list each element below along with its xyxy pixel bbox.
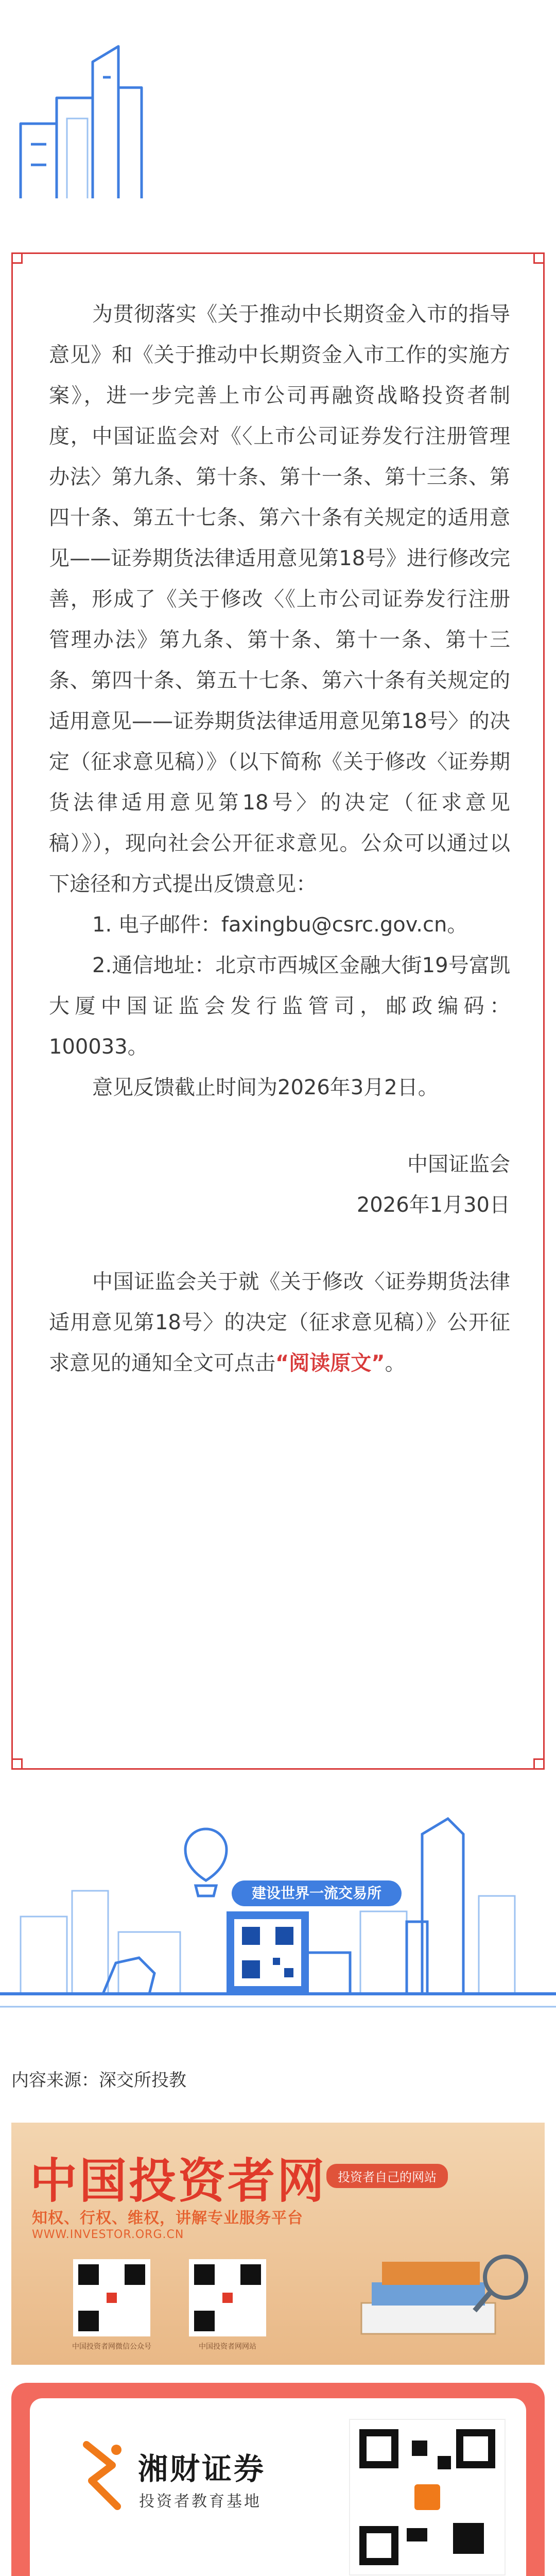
xiangcai-inner-panel	[30, 2398, 526, 2576]
notice-body	[49, 285, 510, 1384]
investor-wechat-qr-caption: 中国投资者网微信公众号	[72, 2343, 151, 2351]
card-corner	[533, 1758, 545, 1770]
investor-site-qr	[189, 2259, 266, 2336]
investor-website-banner[interactable]	[11, 2123, 545, 2365]
investor-badge: 投资者自己的网站	[326, 2164, 448, 2188]
banner-text: 建设世界一流交易所	[251, 1885, 382, 1901]
notice-closing-end: 。	[385, 1351, 406, 1375]
investor-tagline: 知权、行权、维权，讲解专业服务平台	[32, 2209, 303, 2227]
header-city-illustration	[0, 0, 556, 216]
card-corner	[533, 252, 545, 264]
xiangcai-subtitle: 投资者教育基地	[139, 2493, 262, 2511]
card-corner	[11, 1758, 23, 1770]
xiangcai-name: 湘财证券	[138, 2451, 266, 2486]
books-icon	[351, 2241, 536, 2360]
notice-card	[11, 252, 545, 1770]
investor-wechat-qr	[73, 2259, 150, 2336]
notice-intro-paragraph: 为贯彻落实《关于推动中长期资金入市的指导意见》和《关于推动中长期资金入市工作的实施方案》，进一步完善上市公司再融资战略投资者制度，中国证监会对《〈上市公司证券发行注册管理办法〉第九条、第十条、第十一条、第十三条、第四十条、第五十七条、第六十条有关规定的适用意见——证券期货法律适用意见第18号》进行修改完善，形成了《关于修改〈《上市公司证券发行注册管理办法》第九条、第十条、第十一条、第十三条、第四十条、第五十七条、第六十条有关规定的适用意见——证券期货法律适用意见第18号〉的决定（征求意见稿）》（以下简称《关于修改〈证券期货法律适用意见第18号〉的决定（征求意见稿）》），现向社会公开征求意见。公众可以通过以下途径和方式提出反馈意见：	[49, 302, 510, 896]
investor-url: WWW.INVESTOR.ORG.CN	[32, 2228, 184, 2241]
notice-email-line: 1. 电子邮件：faxingbu@csrc.gov.cn。	[92, 913, 468, 937]
investor-title: 中国投资者网	[30, 2154, 327, 2209]
xiangcai-qr-code	[349, 2419, 506, 2575]
footer-city-illustration	[0, 1788, 556, 2025]
notice-address-line: 2.通信地址：北京市西城区金融大街19号富凯大厦中国证监会发行监管司，邮政编码：100033。	[49, 954, 510, 1059]
card-corner	[11, 252, 23, 264]
notice-deadline-line: 意见反馈截止时间为2026年3月2日。	[92, 1076, 439, 1099]
notice-closing-text: 中国证监会关于就《关于修改〈证券期货法律适用意见第18号〉的决定（征求意见稿）》公开征求意见的通知全文可点击	[49, 1270, 510, 1375]
content-source: 内容来源：深交所投教	[11, 2070, 186, 2091]
investor-site-qr-caption: 中国投资者网网站	[199, 2343, 256, 2351]
notice-closing-paragraph	[49, 1262, 510, 1384]
xiangcai-card	[11, 2383, 545, 2576]
notice-issuer: 中国证监会	[407, 1153, 510, 1176]
notice-date: 2026年1月30日	[356, 1193, 510, 1217]
read-original-link[interactable]: “阅读原文”	[275, 1351, 385, 1375]
xiangcai-logo-icon	[76, 2439, 128, 2512]
